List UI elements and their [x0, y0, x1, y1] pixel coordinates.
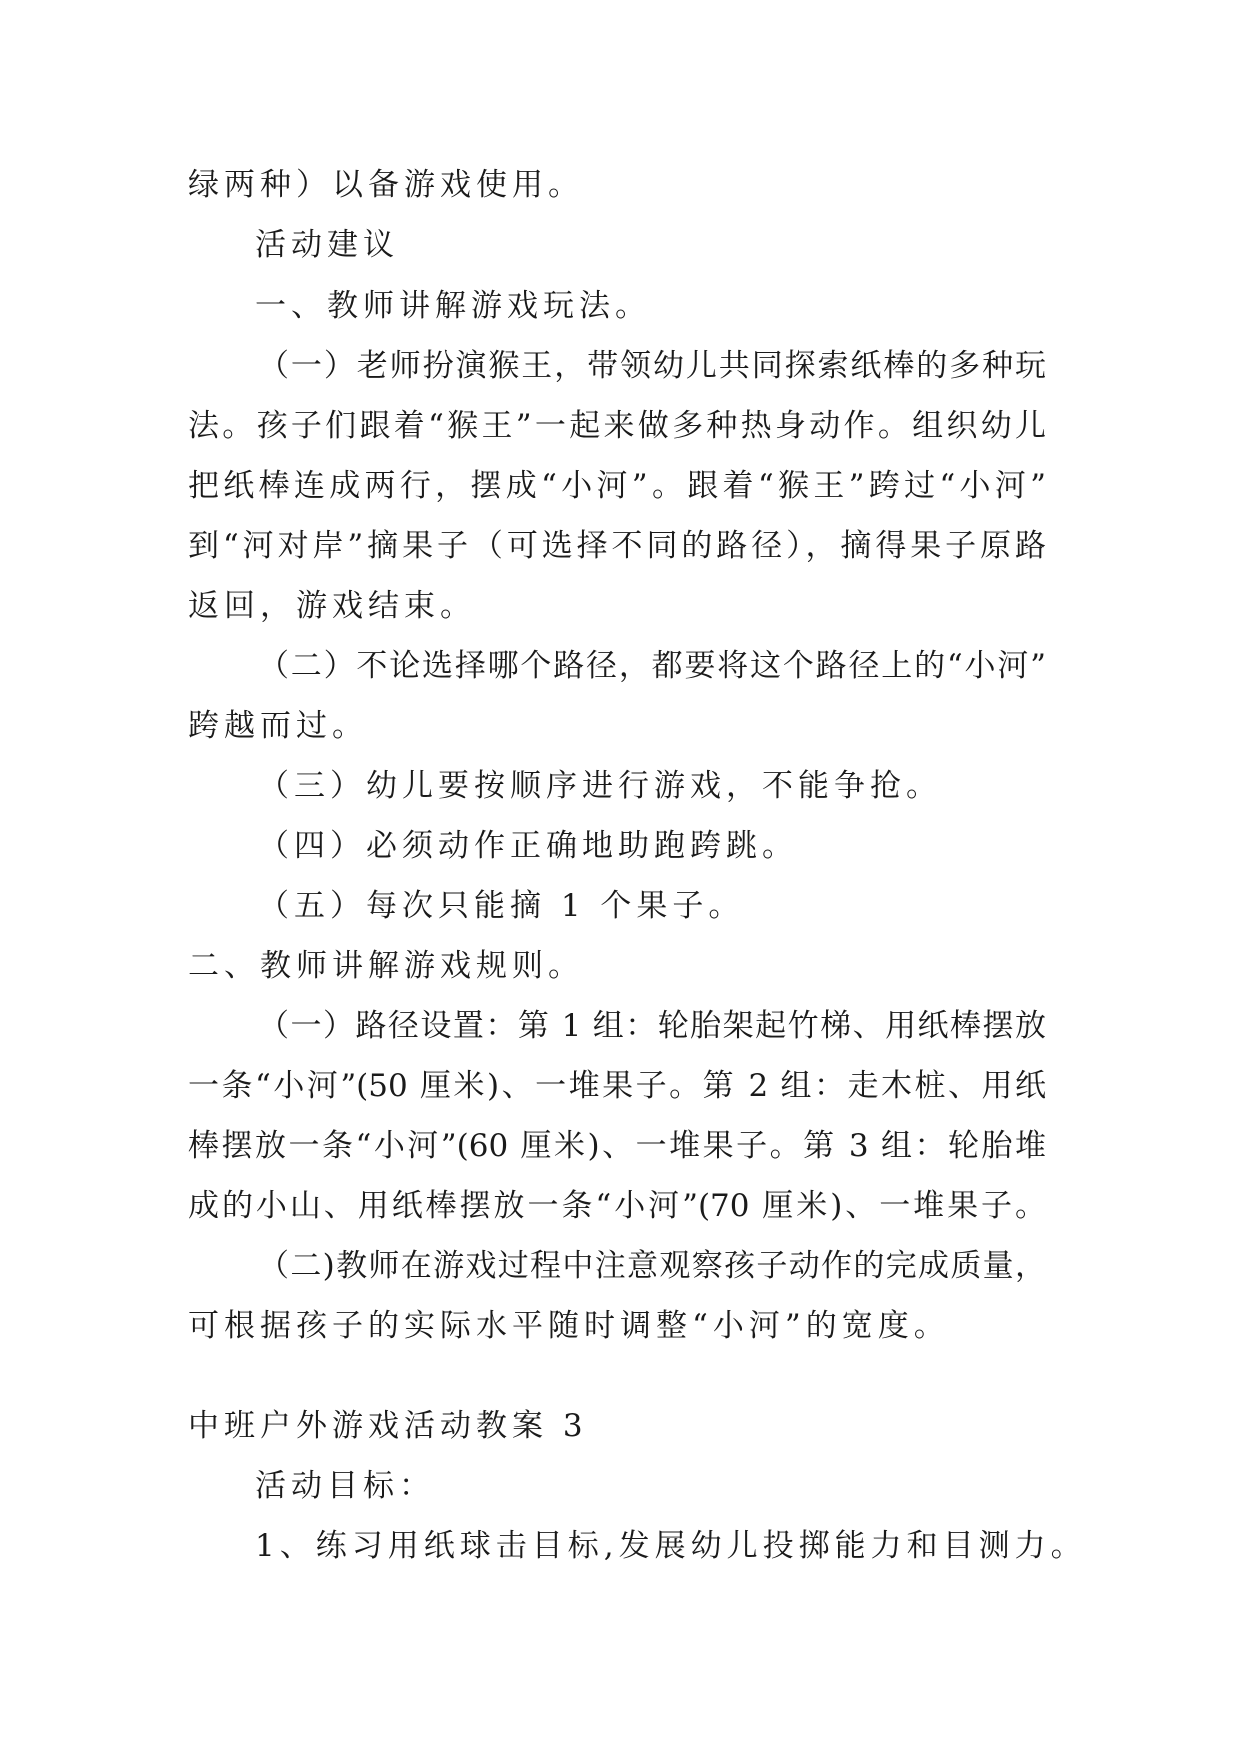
goal-item-1: 1、练习用纸球击目标,发展幼儿投掷能力和目测力。	[255, 1528, 1087, 1564]
subheading-activity-goals: 活动目标：	[255, 1468, 435, 1504]
paragraph-3: （三）幼儿要按顺序进行游戏，不能争抢。	[258, 768, 942, 804]
paragraph-6-line-2: 一条“小河”(50 厘米)、一堆果子。第 2 组：走木桩、用纸	[188, 1068, 1046, 1104]
paragraph-4: （四）必须动作正确地助跑跨跳。	[258, 828, 798, 864]
paragraph-6-line-4: 成的小山、用纸棒摆放一条“小河”(70 厘米)、一堆果子。	[188, 1188, 1046, 1224]
text-line-continuation: 绿两种）以备游戏使用。	[188, 167, 584, 203]
paragraph-1-line-2: 法。孩子们跟着“猴王”一起来做多种热身动作。组织幼儿	[188, 408, 1046, 444]
paragraph-5: （五）每次只能摘 1 个果子。	[258, 888, 745, 924]
section-title-lesson-plan-3: 中班户外游戏活动教案 3	[188, 1408, 588, 1444]
paragraph-2-line-2: 跨越而过。	[188, 708, 368, 744]
paragraph-7-line-2: 可根据孩子的实际水平随时调整“小河”的宽度。	[188, 1308, 950, 1344]
paragraph-6-line-1: （一）路径设置：第 1 组：轮胎架起竹梯、用纸棒摆放	[258, 1008, 1046, 1044]
paragraph-2-line-1: （二）不论选择哪个路径，都要将这个路径上的“小河”	[258, 648, 1046, 684]
subheading-teacher-explains-rules: 二、教师讲解游戏规则。	[188, 948, 584, 984]
paragraph-6-line-3: 棒摆放一条“小河”(60 厘米)、一堆果子。第 3 组：轮胎堆	[188, 1128, 1046, 1164]
paragraph-7-line-1: （二)教师在游戏过程中注意观察孩子动作的完成质量，	[258, 1248, 1046, 1284]
paragraph-1-line-5: 返回，游戏结束。	[188, 588, 476, 624]
paragraph-1-line-3: 把纸棒连成两行，摆成“小河”。跟着“猴王”跨过“小河”	[188, 468, 1046, 504]
paragraph-1-line-1: （一）老师扮演猴王，带领幼儿共同探索纸棒的多种玩	[258, 348, 1046, 384]
paragraph-1-line-4: 到“河对岸”摘果子（可选择不同的路径），摘得果子原路	[188, 528, 1046, 564]
subheading-teacher-explains-play: 一、教师讲解游戏玩法。	[255, 288, 651, 324]
section-heading-activity-suggestions: 活动建议	[255, 227, 399, 263]
